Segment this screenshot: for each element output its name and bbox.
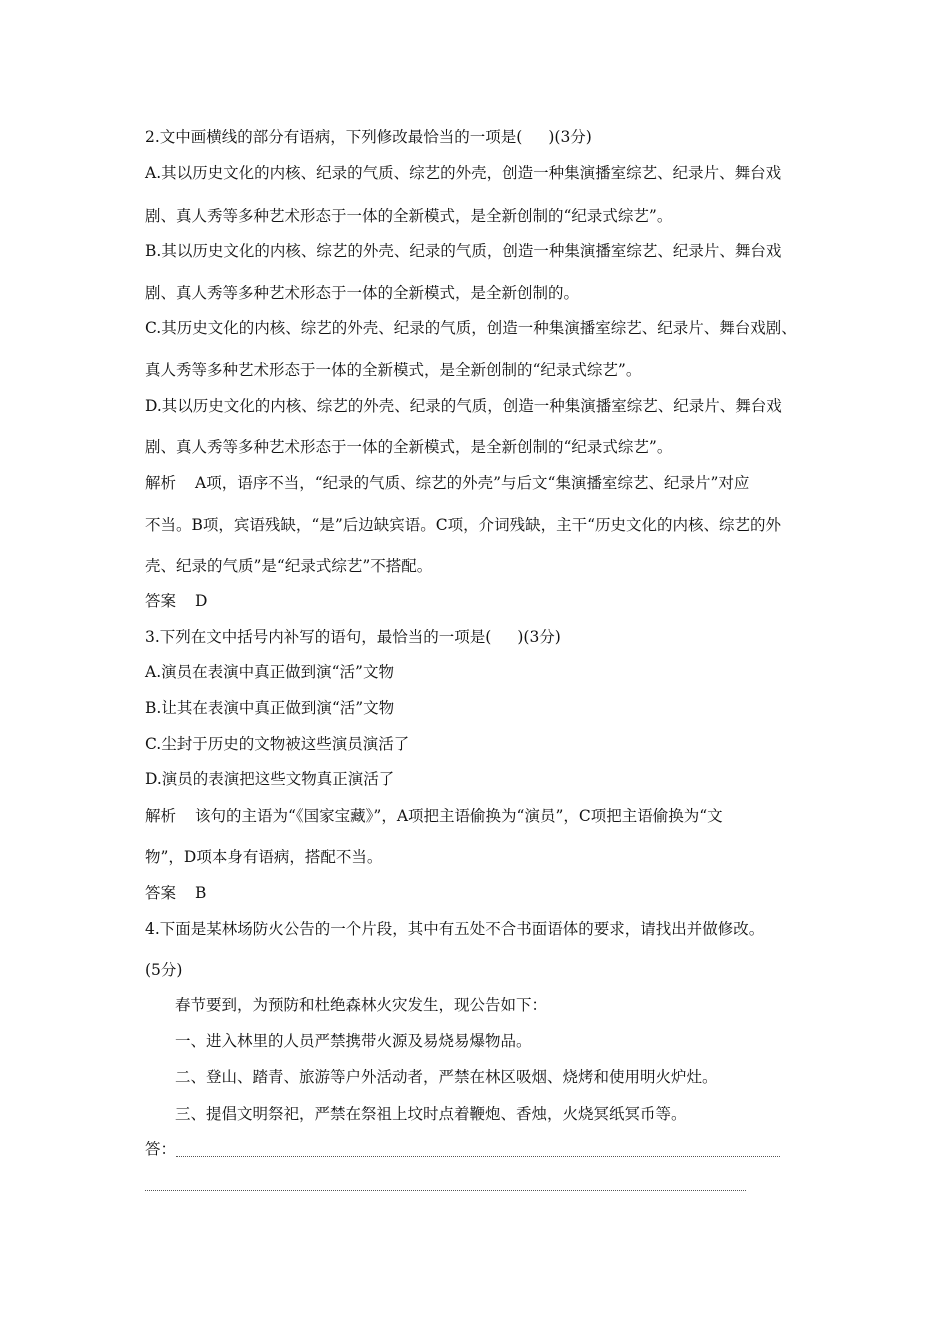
q3-analysis-line2: 物”，D项本身有语病，搭配不当。 — [145, 848, 383, 866]
q3-analysis-line1 — [145, 806, 723, 826]
q3-option-a: A.演员在表演中真正做到演“活”文物 — [145, 663, 394, 681]
q4-answer-line-1[interactable] — [176, 1156, 780, 1157]
q3-option-d: D.演员的表演把这些文物真正演活了 — [145, 770, 395, 788]
q2-answer — [145, 591, 207, 611]
q4-stem: 4.下面是某林场防火公告的一个片段，其中有五处不合书面语体的要求，请找出并做修改。 — [145, 920, 765, 938]
q3-analysis-label: 解析 — [145, 807, 177, 825]
q2-option-b-line1: B.其以历史文化的内核、综艺的外壳、纪录的气质，创造一种集演播室综艺、纪录片、舞台戏 — [145, 242, 782, 260]
q2-stem — [145, 127, 592, 147]
q2-option-b-line2: 剧、真人秀等多种艺术形态于一体的全新模式，是全新创制的。 — [145, 284, 580, 302]
q2-stem-text: 2.文中画横线的部分有语病，下列修改最恰当的一项是( — [145, 128, 523, 146]
q4-answer-line-2[interactable] — [145, 1190, 746, 1191]
q3-score: )(3分) — [517, 628, 561, 646]
q4-notice-item-1: 一、进入林里的人员严禁携带火源及易烧易爆物品。 — [175, 1032, 532, 1050]
q4-answer-label: 答： — [145, 1140, 177, 1158]
q2-answer-value: D — [195, 592, 208, 610]
q2-analysis-line2: 不当。B项，宾语残缺，“是”后边缺宾语。C项，介词残缺，主干“历史文化的内核、综艺的外 — [145, 516, 782, 534]
q2-option-a-line2: 剧、真人秀等多种艺术形态于一体的全新模式，是全新创制的“纪录式综艺”。 — [145, 207, 673, 225]
q3-answer-label: 答案 — [145, 884, 177, 902]
q3-option-c: C.尘封于历史的文物被这些演员演活了 — [145, 735, 410, 753]
q3-analysis-text-1: 该句的主语为“《国家宝藏》”，A项把主语偷换为“演员”，C项把主语偷换为“文 — [195, 807, 723, 825]
q3-stem — [145, 627, 561, 647]
q2-analysis-text-1: A项，语序不当，“纪录的气质、综艺的外壳”与后文“集演播室综艺、纪录片”对应 — [195, 474, 750, 492]
q2-analysis-line1 — [145, 473, 749, 493]
q2-option-a-line1: A.其以历史文化的内核、纪录的气质、综艺的外壳，创造一种集演播室综艺、纪录片、舞台戏 — [145, 164, 782, 182]
q2-option-c-line2: 真人秀等多种艺术形态于一体的全新模式，是全新创制的“纪录式综艺”。 — [145, 361, 642, 379]
q2-option-d-line2: 剧、真人秀等多种艺术形态于一体的全新模式，是全新创制的“纪录式综艺”。 — [145, 438, 673, 456]
q4-notice-item-2: 二、登山、踏青、旅游等户外活动者，严禁在林区吸烟、烧烤和使用明火炉灶。 — [175, 1068, 718, 1086]
q2-score: )(3分) — [548, 128, 592, 146]
q2-option-c-line1: C.其历史文化的内核、综艺的外壳、纪录的气质，创造一种集演播室综艺、纪录片、舞台戏剧、 — [145, 319, 797, 337]
q2-analysis-label: 解析 — [145, 474, 177, 492]
q4-score: (5分) — [145, 961, 183, 979]
q2-option-d-line1: D.其以历史文化的内核、综艺的外壳、纪录的气质，创造一种集演播室综艺、纪录片、舞台戏 — [145, 397, 782, 415]
q4-notice-intro: 春节要到，为预防和杜绝森林火灾发生，现公告如下： — [175, 996, 548, 1014]
q3-answer — [145, 883, 206, 903]
q3-answer-value: B — [195, 884, 207, 902]
q4-notice-item-3: 三、提倡文明祭祀，严禁在祭祖上坟时点着鞭炮、香烛，火烧冥纸冥币等。 — [175, 1105, 687, 1123]
q2-analysis-line3: 壳、纪录的气质”是“纪录式综艺”不搭配。 — [145, 557, 433, 575]
q3-option-b: B.让其在表演中真正做到演“活”文物 — [145, 699, 395, 717]
q2-answer-label: 答案 — [145, 592, 177, 610]
q3-stem-text: 3.下列在文中括号内补写的语句，最恰当的一项是( — [145, 628, 492, 646]
